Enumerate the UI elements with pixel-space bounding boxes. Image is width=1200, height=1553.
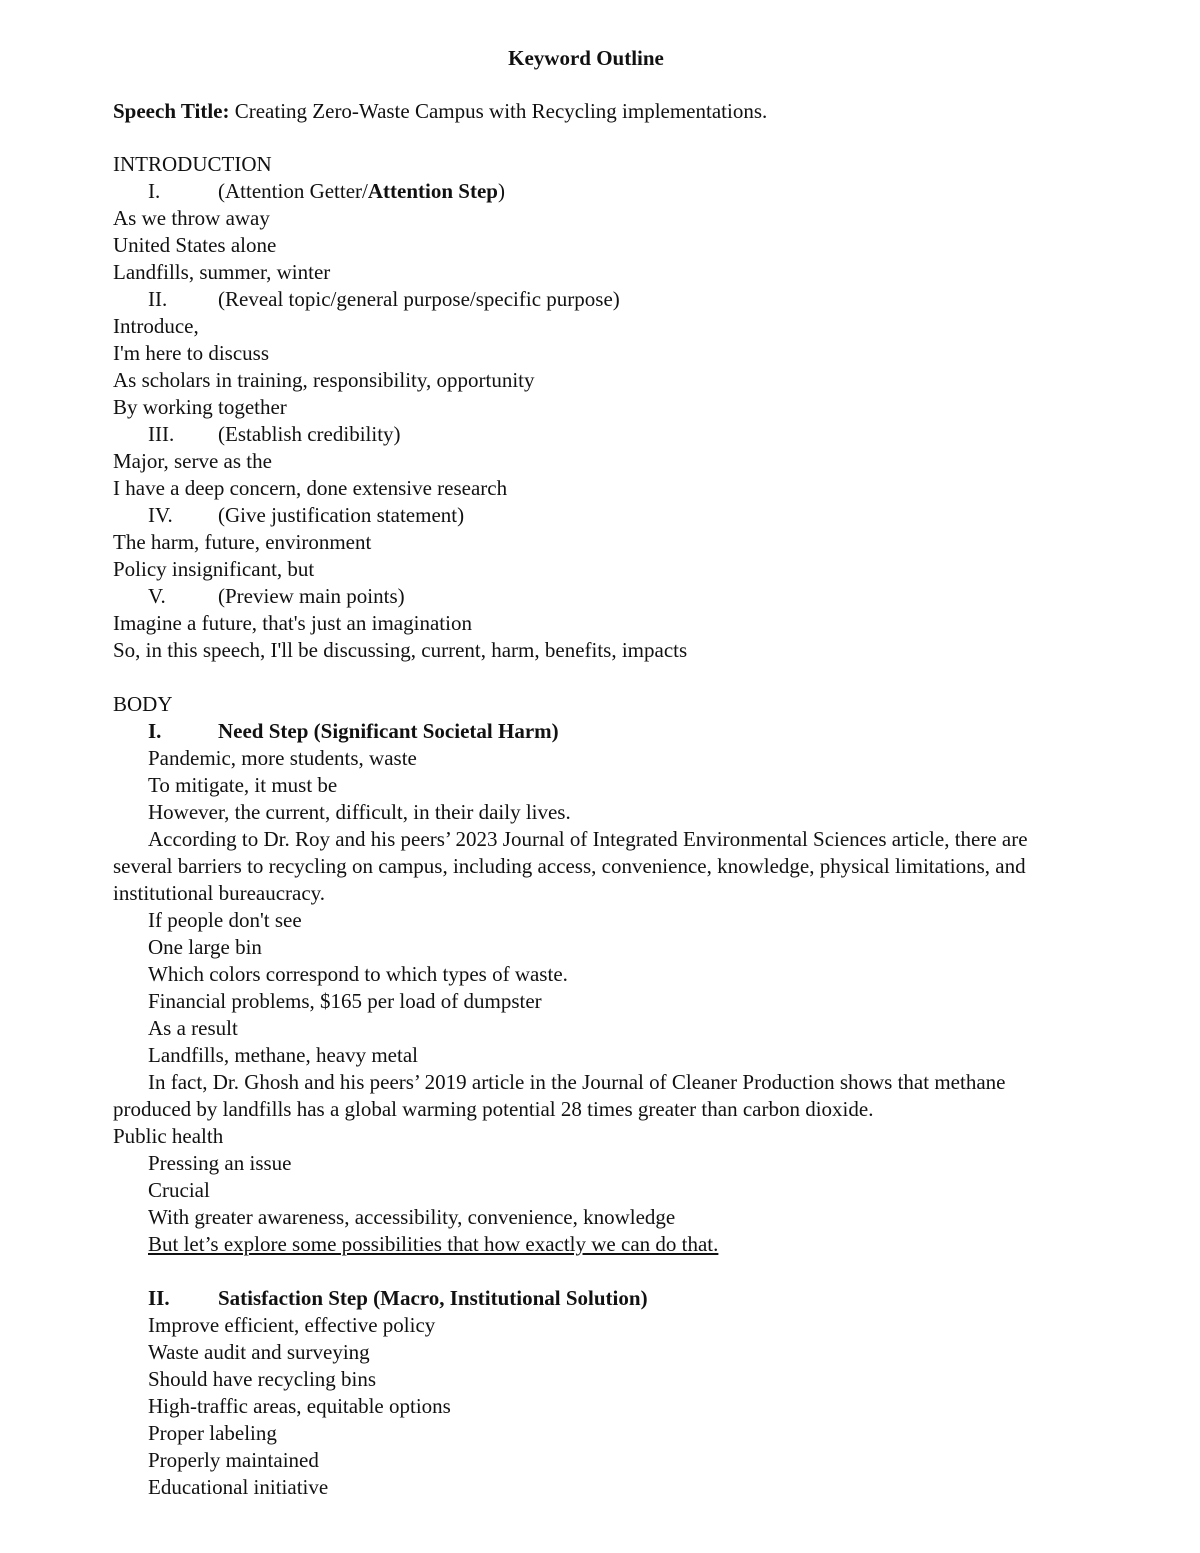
item-label: (Give justification statement)	[218, 503, 465, 527]
intro-item-credibility	[113, 421, 1073, 448]
keyword-line: With greater awareness, accessibility, convenience, knowledge	[148, 1205, 676, 1229]
speech-title-label: Speech Title:	[113, 99, 230, 123]
keyword-line: Pressing an issue	[148, 1151, 292, 1175]
intro-item-justification	[113, 502, 1073, 529]
keyword-line: If people don't see	[148, 908, 302, 932]
keyword-line: Proper labeling	[148, 1421, 277, 1445]
keyword-line: I have a deep concern, done extensive research	[113, 476, 508, 500]
keyword-line: Landfills, methane, heavy metal	[148, 1043, 418, 1067]
item-number: II.	[148, 287, 168, 311]
keyword-line: Landfills, summer, winter	[113, 260, 331, 284]
keyword-line: Which colors correspond to which types of waste.	[148, 962, 568, 986]
item-label: Need Step (Significant Societal Harm)	[218, 719, 559, 743]
citation-paragraph: According to Dr. Roy and his peers’ 2023 Journal of Integrated Environmental Sciences article, there are several barriers to recycling on campus, including access, convenience, knowledge, physical limitations, and institutional bureaucracy.	[113, 827, 1028, 905]
keyword-line: Properly maintained	[148, 1448, 319, 1472]
keyword-line: The harm, future, environment	[113, 530, 372, 554]
body-heading: BODY	[113, 692, 173, 716]
keyword-line: By working together	[113, 395, 287, 419]
speech-title	[113, 98, 1073, 125]
item-number: I.	[148, 179, 161, 203]
keyword-line: Should have recycling bins	[148, 1367, 377, 1391]
keyword-line: So, in this speech, I'll be discussing, current, harm, benefits, impacts	[113, 638, 688, 662]
intro-item-preview	[113, 583, 1073, 610]
citation-paragraph: In fact, Dr. Ghosh and his peers’ 2019 article in the Journal of Cleaner Production shows that methane produced by landfills has a global warming potential 28 times greater than carbon dioxide.	[113, 1070, 1006, 1121]
keyword-line: As we throw away	[113, 206, 270, 230]
keyword-line: As a result	[148, 1016, 238, 1040]
document-title: Keyword Outline	[508, 46, 664, 70]
item-number: III.	[148, 422, 175, 446]
spacer	[113, 664, 1073, 691]
keyword-line: Improve efficient, effective policy	[148, 1313, 436, 1337]
item-label: (Preview main points)	[218, 584, 405, 608]
keyword-line: One large bin	[148, 935, 262, 959]
keyword-line: Waste audit and surveying	[148, 1340, 370, 1364]
keyword-line: As scholars in training, responsibility, opportunity	[113, 368, 535, 392]
item-label: (Reveal topic/general purpose/specific purpose)	[218, 287, 620, 311]
document-page	[113, 45, 1073, 1501]
keyword-line: However, the current, difficult, in their daily lives.	[148, 800, 571, 824]
intro-item-attention	[113, 178, 1073, 205]
keyword-line: Pandemic, more students, waste	[148, 746, 417, 770]
item-label-suffix: )	[497, 179, 505, 203]
item-label: Satisfaction Step (Macro, Institutional Solution)	[218, 1286, 648, 1310]
spacer	[113, 1258, 1073, 1285]
keyword-line: Public health	[113, 1124, 224, 1148]
keyword-line: Financial problems, $165 per load of dumpster	[148, 989, 542, 1013]
transition-line: But let’s explore some possibilities that how exactly we can do that.	[148, 1232, 719, 1256]
item-label-bold: Attention Step	[367, 179, 498, 203]
item-number: I.	[148, 719, 162, 743]
satisfaction-step-heading	[113, 1285, 1073, 1312]
item-label-prefix: (Attention Getter/	[218, 179, 368, 203]
item-number: IV.	[148, 503, 173, 527]
intro-item-reveal-topic	[113, 286, 1073, 313]
keyword-line: I'm here to discuss	[113, 341, 270, 365]
keyword-line: Policy insignificant, but	[113, 557, 315, 581]
item-label: (Establish credibility)	[218, 422, 401, 446]
speech-title-value: Creating Zero-Waste Campus with Recycling implementations.	[234, 99, 768, 123]
keyword-line: Crucial	[148, 1178, 210, 1202]
keyword-line: To mitigate, it must be	[148, 773, 338, 797]
keyword-line: High-traffic areas, equitable options	[148, 1394, 451, 1418]
item-number: II.	[148, 1286, 170, 1310]
keyword-line: Educational initiative	[148, 1475, 329, 1499]
introduction-heading: INTRODUCTION	[113, 152, 272, 176]
keyword-line: United States alone	[113, 233, 277, 257]
need-step-heading	[113, 718, 1073, 745]
keyword-line: Major, serve as the	[113, 449, 272, 473]
item-number: V.	[148, 584, 166, 608]
keyword-line: Introduce,	[113, 314, 199, 338]
keyword-line: Imagine a future, that's just an imagination	[113, 611, 472, 635]
